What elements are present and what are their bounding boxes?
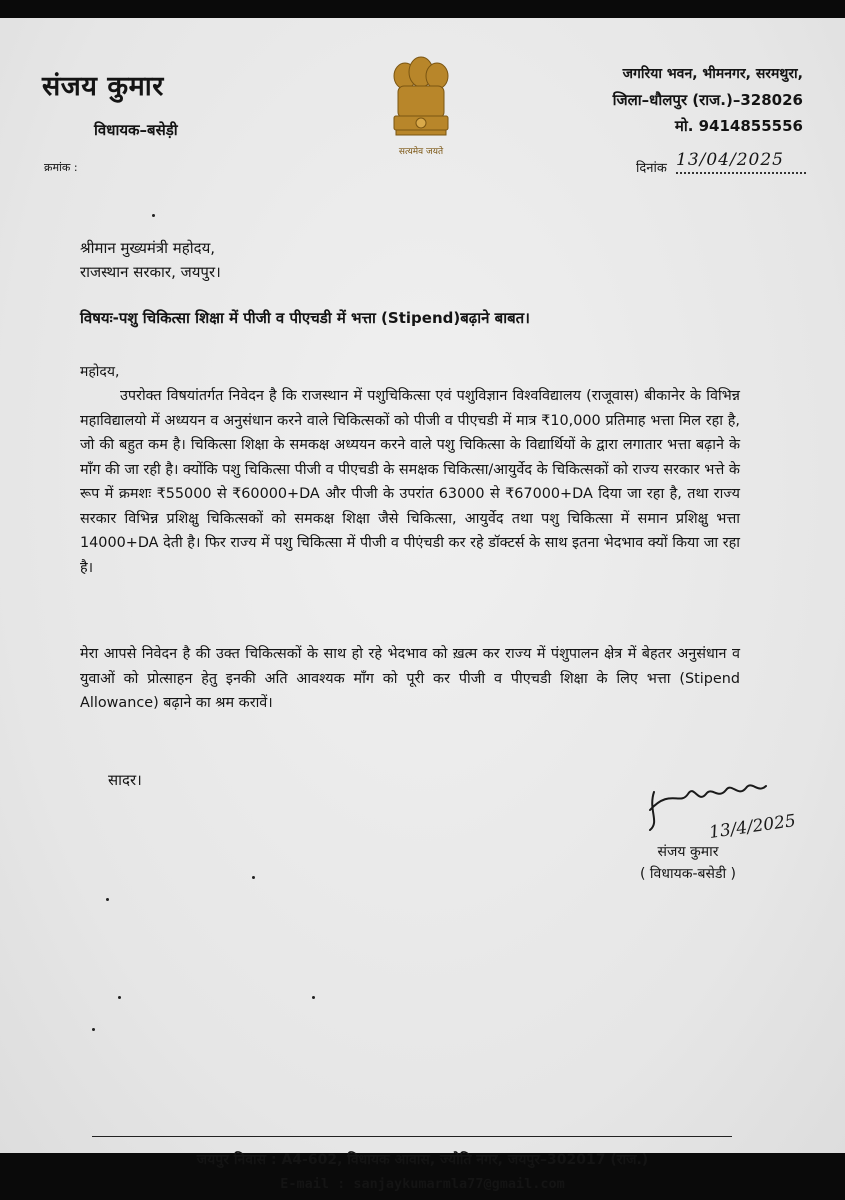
ashoka-emblem-icon — [380, 54, 462, 166]
address-line-1: जगरिया भवन, भीमनगर, सरमथुरा, — [622, 66, 803, 82]
scan-speck — [106, 898, 109, 901]
addressee-line-1: श्रीमान मुख्यमंत्री महोदय, — [80, 239, 216, 257]
subject-line: विषयः-पशु चिकित्सा शिक्षा में पीजी व पीएचडी में भत्ता (Stipend)बढ़ाने बाबत। — [80, 309, 530, 327]
scan-speck — [118, 996, 121, 999]
reference-label: क्रमांक : — [44, 161, 78, 174]
signer-designation: ( विधायक-बसेडी ) — [640, 866, 736, 882]
scan-speck — [152, 214, 155, 217]
emblem-motto: सत्यमेव जयते — [398, 147, 444, 157]
handwritten-signature — [640, 770, 810, 850]
signature-date: 13/4/2025 — [707, 811, 798, 843]
mobile-number: मो. 9414855556 — [674, 117, 803, 135]
sender-name: संजय कुमार — [42, 71, 164, 102]
address-line-2: जिला–धौलपुर (राज.)–328026 — [612, 91, 803, 109]
date-label: दिनांक — [636, 161, 667, 176]
date-value: 13/04/2025 — [676, 150, 784, 170]
footer-email: E-mail : sanjaykumarmla77@gmail.com — [280, 1176, 565, 1192]
salutation: महोदय, — [80, 364, 120, 380]
scan-speck — [252, 876, 255, 879]
letter-page — [0, 18, 845, 1192]
closing-text: सादर। — [108, 771, 142, 789]
footer-residence-address: जयपुर निवास : A4-602, विधायक आवास, ज्योति नगर, जयपुर–302017 (राज.) — [196, 1152, 649, 1168]
footer-divider — [92, 1136, 732, 1137]
body-paragraph-2: मेरा आपसे निवेदन है की उक्त चिकित्सकों के साथ हो रहे भेदभाव को ख़त्म कर राज्य में पंशुपालन क्षेत्र में बेहतर अनुसंधान व युवाओं को प्रोत्साहन हेतु इनकी अति आवश्यक माँग को पूरी कर पीजी व पीएचडी शिक्षा के लिए भत्ता (Stipend Allowance) बढ़ाने का श्रम करावें। — [80, 646, 740, 711]
scan-speck — [312, 996, 315, 999]
body-paragraph-1: उपरोक्त विषयांतर्गत निवेदन है कि राजस्थान में पशुचिकित्सा एवं पशुविज्ञान विश्वविद्यालय (राजूवास) बीकानेर के विभिन्न महाविद्यालयो में अध्ययन व अनुसंधान करने वाले चिकित्सकों को पीजी व पीएचडी में मात्र ₹10,000 प्रतिमाह भत्ता मिल रहा है, जो की बहुत कम है। चिकित्सा शिक्षा के समकक्ष अध्ययन करने वाले पशु चिकित्सा के विद्यार्थियों के द्वारा लगातार भत्ता बढ़ाने के माँग की जा रही है। क्योंकि पशु चिकित्सा पीजी व पीएचडी के समक्षक चिकित्सा/आयुर्वेद के चिकित्सकों को राज्य सरकार भत्ते के रूप में क्रमशः ₹55000 से ₹60000+DA और पीजी के उपरांत 63000 से ₹67000+DA दिया जा रहा है, तथा राज्य सरकार विभिन्न प्रशिक्षु चिकित्सकों को समकक्ष शिक्षा जैसे चिकित्सा, आयुर्वेद तथा पशु चिकित्सा में समान प्रशिक्षु भत्ता 14000+DA देती है। फिर राज्य में पशु चिकित्सा में पीजी व पीएंचडी कर रहे डॉक्टर्स के साथ इतना भेदभाव क्यों किया जा रहा है। — [80, 388, 740, 576]
addressee-line-2: राजस्थान सरकार, जयपुर। — [80, 263, 221, 281]
signer-name: संजय कुमार — [657, 844, 719, 860]
sender-designation: विधायक–बसेड़ी — [94, 121, 178, 139]
scan-speck — [92, 1028, 95, 1031]
